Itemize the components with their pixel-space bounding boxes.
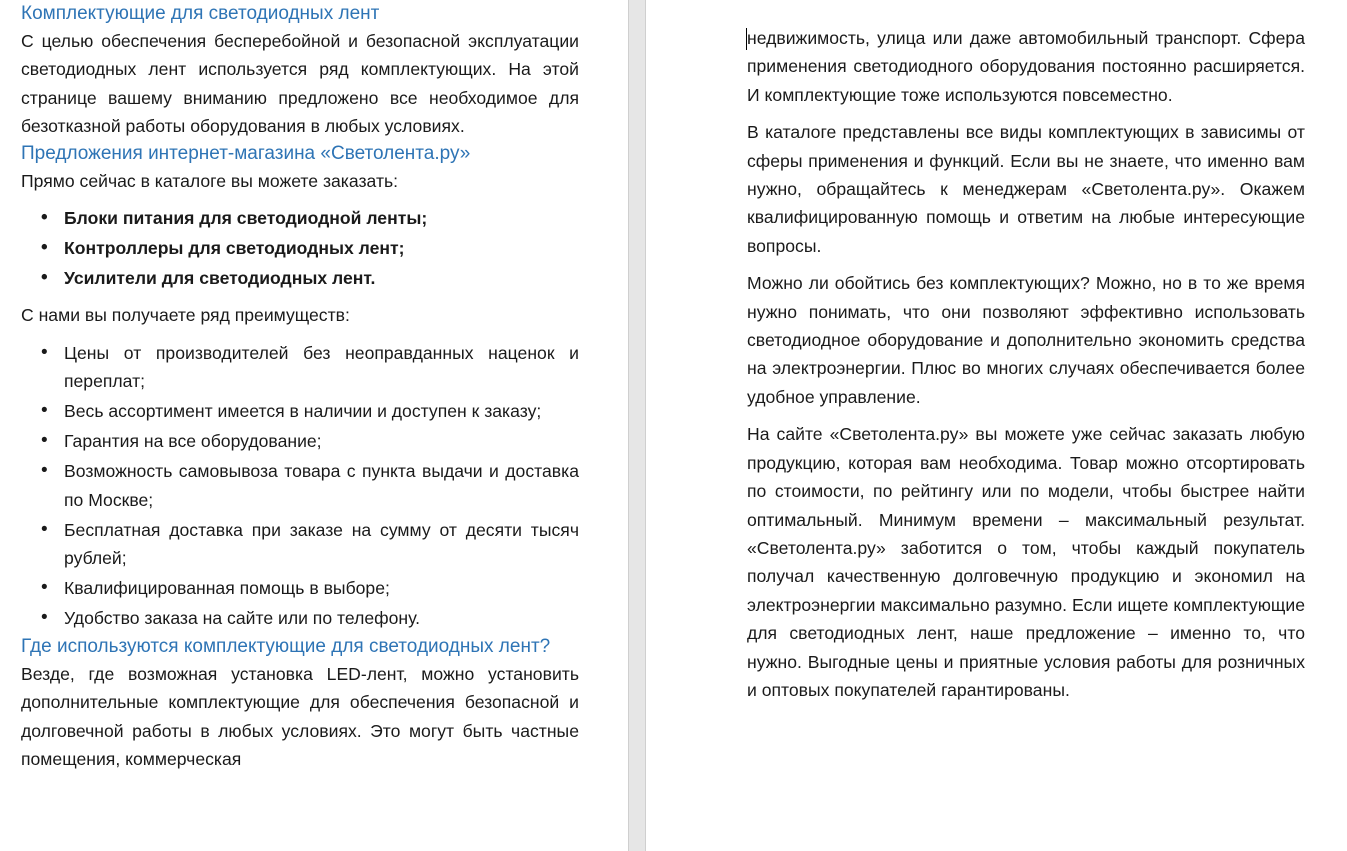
right-paragraph-3: Можно ли обойтись без комплектующих? Можно, но в то же время нужно понимать, что они позволяют эффективно использовать светодиодное оборудование и дополнительно экономить средства на электроэнергии. Плюс во многих случаях обеспечивается более удобное управление. [747, 273, 1305, 407]
list-item: • Контроллеры для светодиодных лент; [21, 234, 579, 262]
list-item: • Бесплатная доставка при заказе на сумму от десяти тысяч рублей; [21, 516, 579, 573]
page-body-right [747, 24, 1305, 704]
list-item: • Весь ассортимент имеется в наличии и доступен к заказу; [21, 397, 579, 425]
list-item: • Квалифицированная помощь в выборе; [21, 574, 579, 602]
right-paragraph-1: недвижимость, улица или даже автомобильный транспорт. Сфера применения светодиодного оборудования постоянно расширяется. И комплектующие тоже используются повсеместно. [747, 28, 1305, 105]
bold-product-list [21, 204, 579, 292]
right-paragraph-4: На сайте «Светолента.ру» вы можете уже сейчас заказать любую продукцию, которая вам необходима. Товар можно отсортировать по стоимости, по рейтингу или по модели, чтобы быстрее найти оптимальный. Минимум времени – максимальный результат. «Светолента.ру» заботится о том, чтобы каждый покупатель получал качественную долговечную продукцию и экономил на электроэнергии максимально разумно. Если ищете комплектующие для светодиодных лент, наше предложение – именно то, что нужно. Выгодные цены и приятные условия работы для розничных и оптовых покупателей гарантированы. [747, 424, 1305, 700]
benefits-list [21, 339, 579, 633]
heading-shop-offers: Предложения интернет-магазина «Светолента.ру» [21, 142, 471, 164]
heading-components: Комплектующие для светодиодных лент [21, 3, 380, 24]
list-item: • Блоки питания для светодиодной ленты; [21, 204, 579, 232]
catalog-lead: Прямо сейчас в каталоге вы можете заказать: [21, 170, 399, 191]
intro-paragraph: С целью обеспечения бесперебойной и безопасной эксплуатации светодиодных лент используется ряд комплектующих. На этой странице вашему вниманию предложено все необходимое для безотказной работы оборудования в любых условиях. [21, 31, 579, 137]
list-item: • Возможность самовывоза товара с пункта выдачи и доставка по Москве; [21, 457, 579, 514]
list-item: • Удобство заказа на сайте или по телефону. [21, 604, 579, 632]
list-item: • Цены от производителей без неоправданных наценок и переплат; [21, 339, 579, 396]
list-item: • Гарантия на все оборудование; [21, 427, 579, 455]
page-body-left [21, 1, 579, 774]
page-gutter [628, 0, 646, 851]
heading-usage: Где используются комплектующие для светодиодных лент? [21, 636, 551, 658]
usage-paragraph: Везде, где возможная установка LED-лент, можно установить дополнительные комплектующие для обеспечения безопасной и долговечной работы в любых условиях. Это могут быть частные помещения, коммерческая [21, 664, 579, 770]
benefits-lead: С нами вы получаете ряд преимуществ: [21, 305, 350, 326]
document-page-left[interactable] [0, 0, 628, 851]
document-page-right[interactable] [646, 0, 1347, 851]
list-item: • Усилители для светодиодных лент. [21, 264, 579, 292]
right-paragraph-2: В каталоге представлены все виды комплектующих в зависимы от сферы применения и функций. Если вы не знаете, что именно вам нужно, обращайтесь к менеджерам «Светолента.ру». Окажем квалифицированную помощь и ответим на любые интересующие вопросы. [747, 122, 1305, 256]
